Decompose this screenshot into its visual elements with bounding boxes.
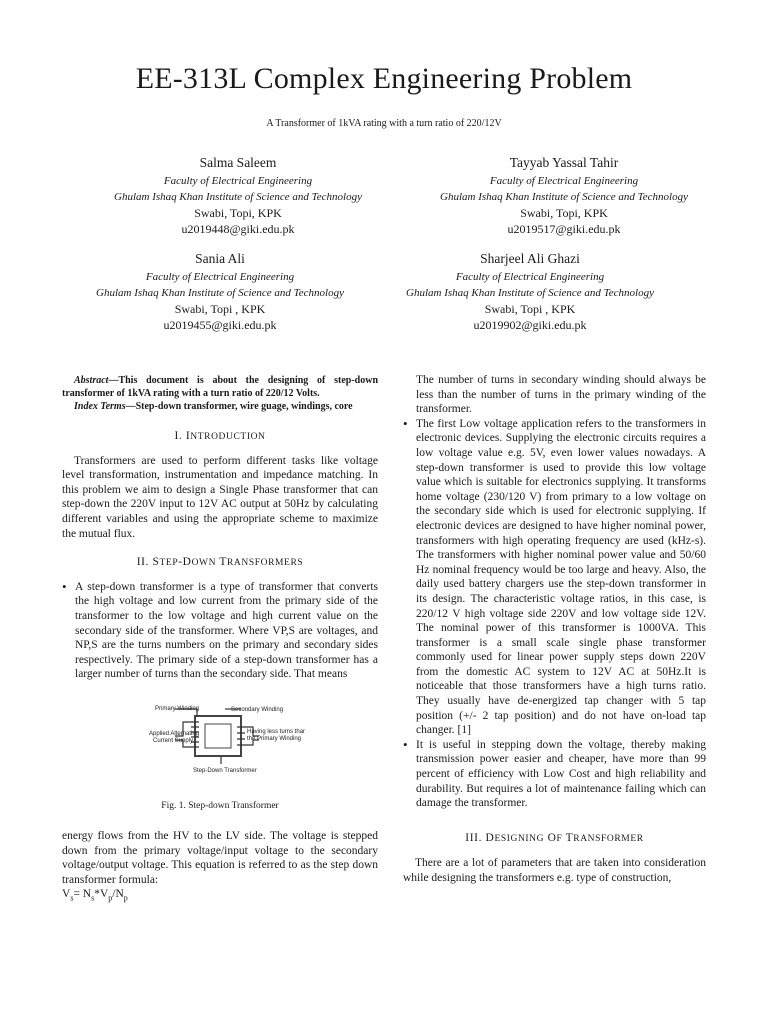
section-heading-designing: III. DESIGNING OF TRANSFORMER bbox=[465, 831, 644, 844]
label-step-down-transformer: Step-Down Transformer bbox=[193, 767, 257, 774]
author-inst: Ghulam Ishaq Khan Institute of Science and Technology bbox=[114, 191, 362, 203]
author-location: Swabi, Topi , KPK bbox=[484, 302, 576, 316]
author-email[interactable]: u2019455@giki.edu.pk bbox=[163, 318, 277, 332]
index-terms bbox=[62, 400, 378, 413]
author-name: Sharjeel Ali Ghazi bbox=[480, 251, 580, 266]
author-location: Swabi, Topi , KPK bbox=[174, 302, 266, 316]
author-location: Swabi, Topi, KPK bbox=[194, 206, 282, 220]
label-primary-winding: Primary Winding bbox=[155, 705, 200, 712]
author-inst: Ghulam Ishaq Khan Institute of Science and Technology bbox=[96, 287, 344, 299]
figure-caption: Fig. 1. Step-down Transformer bbox=[161, 800, 279, 811]
paper-title: EE-313L Complex Engineering Problem bbox=[135, 62, 633, 95]
author-block bbox=[380, 251, 680, 333]
author-dept: Faculty of Electrical Engineering bbox=[489, 175, 639, 187]
author-dept: Faculty of Electrical Engineering bbox=[145, 271, 295, 283]
author-dept: Faculty of Electrical Engineering bbox=[163, 175, 313, 187]
author-inst: Ghulam Ishaq Khan Institute of Science and Technology bbox=[406, 287, 654, 299]
label-secondary-winding: Secondary Winding bbox=[231, 706, 284, 713]
design-paragraph: There are a lot of parameters that are taken into consideration while designing the transformers e.g. type of construction, bbox=[403, 857, 706, 884]
section-heading-step-down: II. STEP-DOWN TRANSFORMERS bbox=[136, 556, 304, 569]
author-email[interactable]: u2019517@giki.edu.pk bbox=[507, 222, 621, 236]
figure-1 bbox=[62, 702, 378, 813]
index-terms-label: Index Terms bbox=[74, 401, 126, 412]
author-email[interactable]: u2019902@giki.edu.pk bbox=[473, 318, 587, 332]
author-block bbox=[70, 251, 370, 333]
author-block bbox=[88, 155, 388, 237]
list-item: • It is useful in stepping down the voltage, thereby making transmission power easier and cheaper, have more than 99 percent of efficiency with Low Cost and high reliability and durability. But requires a lot of maintenance failing which can damage the transformer. bbox=[403, 738, 706, 811]
left-column bbox=[62, 374, 378, 906]
author-name: Tayyab Yassal Tahir bbox=[509, 155, 619, 170]
label-having-2: the Primary Winding bbox=[247, 735, 302, 742]
continuation-paragraph: energy flows from the HV to the LV side. The voltage is stepped down from the primary voltage/input voltage to the secondary voltage/output voltage. This equation is referred to as the step down transformer formula: bbox=[62, 830, 378, 886]
author-location: Swabi, Topi, KPK bbox=[520, 206, 608, 220]
step-down-formula: $V_s= N_s*V_p/N_p$ bbox=[62, 888, 128, 903]
author-name: Salma Saleem bbox=[199, 155, 277, 170]
author-dept: Faculty of Electrical Engineering bbox=[455, 271, 605, 283]
paper-subtitle: A Transformer of 1kVA rating with a turn ratio of 220/12V bbox=[266, 118, 502, 129]
abstract-text: —This document is about the designing of step-down transformer of 1kVA rating with a turn ratio of 220/12 Volts. bbox=[62, 375, 378, 399]
paragraph: The number of turns in secondary winding should always be less than the number of turns in the primary winding of the transformer. bbox=[416, 374, 706, 416]
abstract-label: Abstract bbox=[74, 375, 109, 386]
author-block bbox=[414, 155, 714, 237]
author-name: Sania Ali bbox=[195, 251, 245, 266]
index-terms-text: —Step-down transformer, wire guage, windings, core bbox=[125, 401, 353, 412]
right-column bbox=[403, 373, 706, 886]
intro-paragraph: Transformers are used to perform different tasks like voltage level transformation, instrumentation and impedance matching. In this problem we aim to design a Single Phase transformer that can step-down the 220V input to 12V AC output at 50Hz by calculating different variables and using the appropriate scheme to maximize the mutual flux. bbox=[62, 454, 378, 540]
label-applied-1: Applied Alternating bbox=[149, 730, 200, 737]
label-applied-2: Current Supply bbox=[153, 737, 194, 744]
author-inst: Ghulam Ishaq Khan Institute of Science and Technology bbox=[440, 191, 688, 203]
step-down-transformer-diagram bbox=[135, 702, 305, 780]
list-item: • The first Low voltage application refers to the transformers in electronic devices. Supplying the electronic circuits requires a low voltage value e.g. 5V, even lower values nowadays. A step-down transformer is used to provide this low voltage value which is suitable for electronics supplying. It transforms home voltage (230/120 V) from primary to a low voltage on the secondary side which is used for electronic supplying. If electronic devices are designed to have higher nominal power, transformers with high operating frequency are used (kHz-s). The transformers with higher nominal power value and 50/60 Hz nominal frequency would be too large and heavy. Also, the daily used battery chargers use the step-down transformer in its design. The characteristic voltage ratios, in this case, is 220/12 V high voltage side 220V and low voltage side 12V. The nominal power of this transformer is 1000VA. This transformer is a small scale single phase transformer commonly used for linear power supply steps down 220V from the domestic AC system to 12V AC at 50Hz.It is noticeable that those transformers have a high turns ratio. They usually have de-energized tap changer with 5 tap position (+/- 2 tap position) and do not have on-load tap changer. [1] bbox=[403, 417, 706, 738]
author-email[interactable]: u2019448@giki.edu.pk bbox=[181, 222, 295, 236]
list-item: • A step-down transformer is a type of transformer that converts the high voltage and low current from the primary side of the transformer to the low voltage and high current value on the secondary side of the transformer. Where VP,S are voltages, and NP,S are the turns numbers on the primary and secondary sides respectively. The primary side of a step-down transformer has a larger number of turns than the secondary side. That means bbox=[62, 580, 378, 682]
abstract bbox=[62, 374, 378, 400]
label-having-1: Having less turns than bbox=[247, 728, 305, 735]
section-heading-introduction: I. INTRODUCTION bbox=[174, 430, 266, 442]
